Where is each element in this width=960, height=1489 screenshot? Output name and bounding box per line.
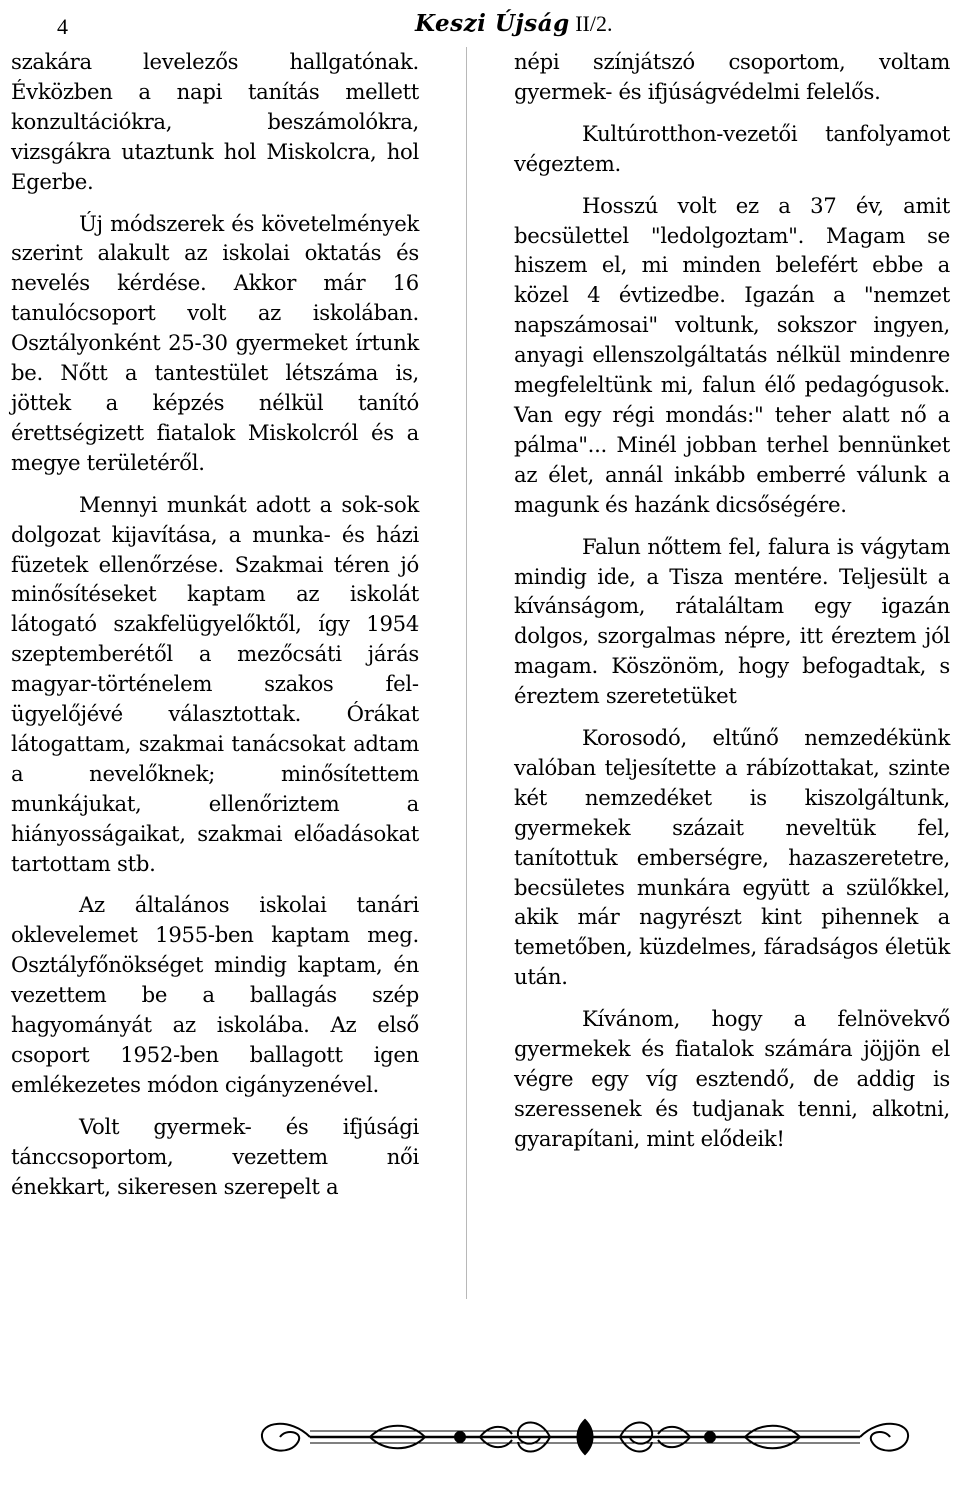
paragraph: Új módszerek és követelmények szerint alakult az iskolai oktatás és nevelés kérdése. Akkor már 16 tanulócsoport volt az iskolában. Osztályonként 25-30 gyermeket írtunk be. Nőtt a tantestület létszáma is, jöttek a képzés nélkül tanító érettségizett fiatalok Miskolcról és a megye területéről. xyxy=(11,210,419,475)
paragraph: Hosszú volt ez a 37 év, amit becsülettel "ledolgoztam". Magam se hiszem el, mi minden belefért ebbe a közel 4 évtizedbe. Igazán a "nemzet napszámosai" voltunk, sokszor ingyen, anyagi ellenszolgáltatás nélkül mindenre megfeleltünk mi, falun élő pedagógusok. Van egy régi mondás:" teher alatt nő a pálma"... Minél jobban terhel bennünket az élet, annál inkább emberré válunk a magunk és hazánk dicsőségére. xyxy=(514,192,950,517)
paragraph: Kultúrotthon-vezetői tanfolyamot végeztem. xyxy=(514,120,950,176)
column-divider xyxy=(466,47,467,1299)
page-number: 4 xyxy=(57,14,68,39)
publication-name: Keszi Újság xyxy=(415,10,570,37)
paragraph: Az általános iskolai tanári oklevelemet 1955-ben kaptam meg. Osztályfőnökséget mindig kaptam, én vezettem be a ballagás szép hagyományát az iskolába. Az első csoport 1952-ben ballagott igen emlékezetes módon cigányzenével. xyxy=(11,892,419,1097)
paragraph: Falun nőttem fel, falura is vágytam mindig ide, a Tisza mentére. Teljesült a kívánságom, rátaláltam egy igazán dolgos, szorgalmas népre, itt éreztem jól magam. Köszönöm, hogy befogadtak, s éreztem szeretetüket xyxy=(514,533,950,709)
paragraph: Volt gyermek- és ifjúsági tánccsoportom, vezettem női énekkart, sikeresen szerepelt a xyxy=(11,1113,419,1199)
paragraph: Kívánom, hogy a felnövekvő gyermekek és fiatalok számára jöjjön el végre egy víg esztendő, de addig is szeressenek és tudjanak tenni, alkotni, gyarapítani, mint elődeik! xyxy=(514,1006,950,1151)
paragraph: szakára levelezős hallgatónak. Évközben a napi tanítás mellett konzultációkra, beszámolókra, vizsgákra utaztunk hol Miskolcra, hol Egerbe. xyxy=(11,49,419,194)
left-column xyxy=(11,47,419,1214)
right-column xyxy=(514,47,950,1166)
decorative-scroll-divider-icon xyxy=(250,1412,920,1462)
masthead xyxy=(415,10,612,37)
paragraph: népi színjátszó csoportom, voltam gyermek- és ifjúságvédelmi felelős. xyxy=(514,49,950,104)
page-header xyxy=(0,10,960,44)
issue-number: II/2. xyxy=(575,11,613,36)
paragraph: Mennyi munkát adott a sok-sok dolgozat kijavítása, a munka- és házi füzetek ellenőrzése. Szakmai téren jó minősítéseket kaptam az iskolát látogató szakfelügyelőktől, így 1954 szeptemberétől a mezőcsáti járás magyar-történelem szakos felügyelőjévé választottak. Órákat látogattam, szakmai tanácsokat adtam a nevelőknek; minősítettem munkájukat, ellenőriztem a hiányosságaikat, szakmai előadásokat tartottam stb. xyxy=(11,491,419,876)
paragraph: Korosodó, eltűnő nemzedékünk valóban teljesítette a rábízottakat, szinte két nemzedéket is kiszolgáltunk, gyermekek százait neveltük fel, tanítottuk emberségre, hazaszeretetre, becsületes munkára együtt a szülőkkel, akik már nagyrészt kint pihennek a temetőben, küzdelmes, fáradságos életük után. xyxy=(514,725,950,990)
